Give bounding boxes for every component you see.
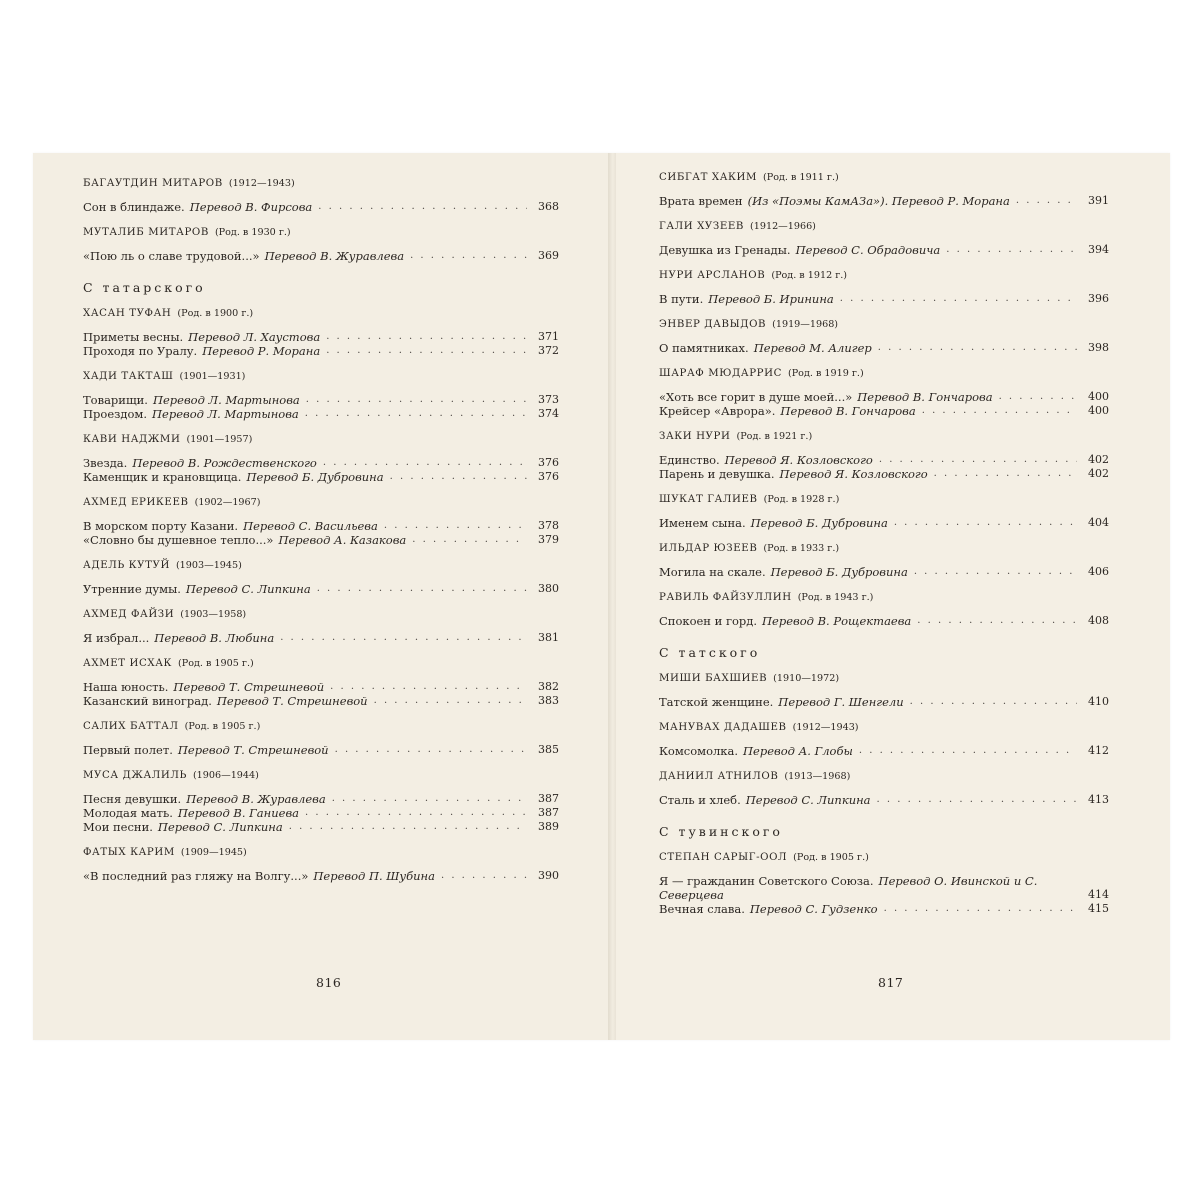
toc-entry [83,582,559,596]
author-name: ФАТЫХ КАРИМ [83,847,175,858]
author-heading [659,851,1109,865]
work-page-number: 406 [1088,565,1109,578]
author-name: МУСА ДЖАЛИЛЬ [83,770,187,781]
work-page-number: 402 [1088,467,1109,480]
section-heading: С татарского [83,280,206,295]
author-name: ШАРАФ МЮДАРРИС [659,368,782,379]
author-dates: (1912—1943) [228,178,295,189]
leader-dots [326,330,527,344]
leader-dots [441,869,527,883]
work-title: Сон в блиндаже. [83,200,185,214]
work-title: Единство. [659,453,720,467]
leader-dots [859,744,1077,758]
work-page-number: 394 [1088,243,1109,256]
author-heading [83,559,559,573]
author-name: ИЛЬДАР ЮЗЕЕВ [659,543,758,554]
work-title: Парень и девушка. [659,467,775,481]
author-heading [659,318,1109,332]
work-page-number: 368 [538,200,559,213]
work-title: Врата времен [659,194,743,208]
work-translator: Перевод В. Ганиева [177,806,299,820]
work-title: Крейсер «Аврора». [659,404,776,418]
work-title: Я избрал... [83,631,150,645]
work-title: Могила на скале. [659,565,766,579]
author-dates: (Род. в 1943 г.) [797,592,874,603]
work-title: «Словно бы душевное тепло...» [83,533,274,547]
work-page-number: 410 [1088,695,1109,708]
toc-entry [83,806,559,820]
leader-dots [306,393,527,407]
toc-entry [83,393,559,407]
toc-entry [83,407,559,421]
work-translator: Перевод Р. Морана [202,344,321,358]
work-page-number: 402 [1088,453,1109,466]
work-title: Проходя по Уралу. [83,344,198,358]
work-translator: Перевод В. Рождественского [132,456,317,470]
work-page-number: 376 [538,456,559,469]
author-heading [659,672,1109,686]
work-translator: Перевод Л. Хаустова [188,330,321,344]
author-dates: (1906—1944) [192,770,259,781]
work-title: Девушка из Гренады. [659,243,791,257]
work-page-number: 413 [1088,793,1109,806]
work-translator: Перевод Г. Шенгели [778,695,904,709]
work-title: Товарищи. [83,393,148,407]
work-translator: Перевод Б. Дубровина [750,516,888,530]
leader-dots [840,292,1077,306]
work-translator: Перевод С. Васильева [243,519,378,533]
leader-dots [999,390,1077,404]
toc-entry [659,390,1109,404]
toc-entry [659,243,1109,257]
work-title: «Хоть все горит в душе моей...» [659,390,853,404]
author-dates: (1912—1943) [792,722,859,733]
toc-entry [659,744,1109,758]
work-page-number: 380 [538,582,559,595]
leader-dots [305,407,527,421]
author-name: МУТАЛИБ МИТАРОВ [83,227,209,238]
work-page-number: 415 [1088,902,1109,915]
leader-dots [335,743,527,757]
author-name: МИШИ БАХШИЕВ [659,673,768,684]
work-page-number: 383 [538,694,559,707]
leader-dots [280,631,527,645]
work-title: Сталь и хлеб. [659,793,741,807]
work-title: Проездом. [83,407,147,421]
work-translator: Перевод А. Казакова [278,533,407,547]
leader-dots [332,792,527,806]
work-title: «В последний раз гляжу на Волгу...» [83,869,309,883]
toc-entry [83,344,559,358]
work-page-number: 378 [538,519,559,532]
work-title: Я — гражданин Советского Союза. [659,874,874,888]
toc-entry [83,533,559,547]
toc-entry [83,743,559,757]
toc-entry [83,631,559,645]
author-name: СИБГАТ ХАКИМ [659,172,758,183]
author-name: КАВИ НАДЖМИ [83,434,181,445]
toc-entry [659,695,1109,709]
leader-dots [412,533,527,547]
work-title: Приметы весны. [83,330,184,344]
toc-entry [659,453,1109,467]
work-page-number: 373 [538,393,559,406]
work-page-number: 387 [538,806,559,819]
work-page-number: 389 [538,820,559,833]
author-dates: (Род. в 1905 г.) [178,658,254,669]
toc-entry [83,456,559,470]
work-translator: Перевод М. Алигер [753,341,872,355]
author-heading [659,770,1109,784]
work-page-number: 385 [538,743,559,756]
work-page-number: 382 [538,680,559,693]
work-translator: Перевод Я. Козловского [779,467,928,481]
leader-dots [384,519,527,533]
author-name: ДАНИИЛ АТНИЛОВ [659,771,779,782]
work-translator: Перевод П. Шубина [313,869,435,883]
work-page-number: 400 [1088,390,1109,403]
author-name: САЛИХ БАТТАЛ [83,721,179,732]
toc-entry [659,565,1109,579]
work-page-number: 414 [1088,888,1109,901]
leader-dots [894,516,1077,530]
author-heading [83,496,559,510]
work-page-number: 369 [538,249,559,262]
work-translator: Перевод С. Липкина [185,582,311,596]
author-heading [659,542,1109,556]
toc-column-right [659,171,1109,916]
toc-entry [83,249,559,263]
leader-dots [946,243,1077,257]
author-dates: (1909—1945) [180,847,247,858]
work-page-number: 371 [538,330,559,343]
toc-entry [659,874,1109,902]
leader-dots [910,695,1077,709]
work-title: В морском порту Казани. [83,519,239,533]
work-page-number: 391 [1088,194,1109,207]
work-translator: Перевод А. Глобы [743,744,853,758]
work-title: Утренние думы. [83,582,181,596]
toc-entry [83,792,559,806]
work-translator: Перевод С. Обрадовича [795,243,941,257]
work-page-number: 396 [1088,292,1109,305]
book-spread [33,153,1170,1040]
author-heading [659,367,1109,381]
author-heading [83,846,559,860]
work-title: О памятниках. [659,341,749,355]
author-name: АДЕЛЬ КУТУЙ [83,560,170,571]
author-dates: (Род. в 1930 г.) [214,227,291,238]
author-name: ГАЛИ ХУЗЕЕВ [659,221,745,232]
author-heading [659,430,1109,444]
work-translator: Перевод В. Журавлева [264,249,405,263]
work-page-number: 412 [1088,744,1109,757]
toc-column-left [83,177,559,883]
author-dates: (1910—1972) [773,673,840,684]
work-translator: Перевод Б. Дубровина [770,565,908,579]
author-dates: (Род. в 1919 г.) [787,368,864,379]
work-page-number: 400 [1088,404,1109,417]
author-name: ШУКАТ ГАЛИЕВ [659,494,758,505]
section-heading: С татского [659,645,761,660]
author-dates: (Род. в 1900 г.) [177,308,254,319]
toc-entry [659,467,1109,481]
toc-entry [659,516,1109,530]
work-translator: Перевод В. Любина [154,631,275,645]
toc-entry [659,614,1109,628]
work-title: Комсомолка. [659,744,739,758]
work-page-number: 381 [538,631,559,644]
author-heading [659,269,1109,283]
leader-dots [934,467,1077,481]
work-translator: Перевод Л. Мартынова [152,393,300,407]
work-title: Именем сына. [659,516,746,530]
leader-dots [305,806,527,820]
author-name: ХАСАН ТУФАН [83,308,172,319]
author-heading [83,307,559,321]
toc-entry [659,292,1109,306]
work-translator: Перевод Т. Стрешневой [177,743,329,757]
work-translator: Перевод Т. Стрешневой [216,694,368,708]
author-heading [83,769,559,783]
leader-dots [390,470,527,484]
work-translator: Перевод Я. Козловского [724,453,873,467]
work-title: Спокоен и горд. [659,614,757,628]
work-translator: Перевод С. Гудзенко [749,902,878,916]
section-heading: С тувинского [659,824,783,839]
toc-entry [83,519,559,533]
author-dates: (1901—1931) [179,371,246,382]
work-page-number: 372 [538,344,559,357]
left-page [33,153,608,1040]
work-translator: Перевод Б. Иринина [708,292,834,306]
work-page-number: 379 [538,533,559,546]
book-gutter [608,153,616,1040]
work-title: Вечная слава. [659,902,745,916]
leader-dots [878,341,1077,355]
work-title: Каменщик и крановщица. [83,470,242,484]
toc-entry [659,793,1109,807]
work-page-number: 390 [538,869,559,882]
author-dates: (1903—1945) [175,560,242,571]
author-name: НУРИ АРСЛАНОВ [659,270,766,281]
toc-entry [659,341,1109,355]
leader-dots [1016,194,1077,208]
leader-dots [884,902,1077,916]
work-translator: Перевод О. Ивинской и С. Северцева [659,874,1038,902]
work-title: Первый полет. [83,743,173,757]
author-dates: (Род. в 1933 г.) [763,543,840,554]
leader-dots [318,200,527,214]
work-translator: Перевод Б. Дубровина [246,470,384,484]
toc-entry [659,404,1109,418]
author-heading [83,433,559,447]
author-heading [659,493,1109,507]
leader-dots [917,614,1077,628]
work-title: В пути. [659,292,704,306]
author-dates: (1913—1968) [784,771,851,782]
work-title: Татской женщине. [659,695,774,709]
author-heading [659,721,1109,735]
work-title: «Пою ль о славе трудовой...» [83,249,260,263]
work-title: Звезда. [83,456,128,470]
author-name: МАНУВАХ ДАДАШЕВ [659,722,787,733]
work-page-number: 404 [1088,516,1109,529]
toc-entry [659,902,1109,916]
work-page-number: 398 [1088,341,1109,354]
page-number-left: 816 [316,975,342,990]
leader-dots [326,344,527,358]
toc-entry [83,200,559,214]
leader-dots [374,694,527,708]
author-heading [659,591,1109,605]
author-heading [83,657,559,671]
author-heading [659,171,1109,185]
right-page [616,153,1170,1040]
author-heading [83,608,559,622]
leader-dots [317,582,527,596]
toc-entry [83,330,559,344]
leader-dots [914,565,1077,579]
author-dates: (1901—1957) [186,434,253,445]
toc-entry [83,820,559,834]
work-title: Молодая мать. [83,806,173,820]
work-translator: Перевод В. Гончарова [857,390,993,404]
author-name: СТЕПАН САРЫГ-ООЛ [659,852,788,863]
work-page-number: 387 [538,792,559,805]
work-translator: (Из «Поэмы КамАЗа»). Перевод Р. Морана [747,194,1010,208]
toc-entry [83,470,559,484]
author-name: АХМЕД ФАЙЗИ [83,609,175,620]
work-translator: Перевод В. Гончарова [780,404,916,418]
author-dates: (Род. в 1921 г.) [736,431,813,442]
work-title: Песня девушки. [83,792,182,806]
author-name: ХАДИ ТАКТАШ [83,371,174,382]
leader-dots [289,820,527,834]
leader-dots [922,404,1077,418]
toc-entry [83,680,559,694]
leader-dots [410,249,527,263]
author-name: РАВИЛЬ ФАЙЗУЛЛИН [659,592,792,603]
work-translator: Перевод С. Липкина [157,820,283,834]
leader-dots [330,680,527,694]
page-number-right: 817 [878,975,904,990]
author-heading [83,177,559,191]
work-page-number: 374 [538,407,559,420]
author-dates: (1912—1966) [750,221,816,232]
work-translator: Перевод Т. Стрешневой [173,680,325,694]
work-page-number: 408 [1088,614,1109,627]
author-dates: (Род. в 1905 г.) [184,721,261,732]
author-heading [659,220,1109,234]
toc-entry [83,869,559,883]
author-dates: (Род. в 1912 г.) [771,270,848,281]
leader-dots [879,453,1077,467]
work-translator: Перевод С. Липкина [745,793,871,807]
author-heading [83,370,559,384]
author-dates: (Род. в 1911 г.) [763,172,839,183]
work-title: Казанский виноград. [83,694,212,708]
toc-entry [83,694,559,708]
work-translator: Перевод Л. Мартынова [152,407,299,421]
author-dates: (1903—1958) [180,609,247,620]
work-title: Наша юность. [83,680,169,694]
author-name: ЭНВЕР ДАВЫДОВ [659,319,767,330]
work-translator: Перевод В. Фирсова [189,200,313,214]
work-translator: Перевод В. Рощектаева [762,614,912,628]
author-name: ЗАКИ НУРИ [659,431,731,442]
author-dates: (Род. в 1905 г.) [793,852,869,863]
leader-dots [877,793,1077,807]
author-name: АХМЕД ЕРИКЕЕВ [83,497,189,508]
author-heading [83,226,559,240]
leader-dots [323,456,527,470]
author-heading [83,720,559,734]
work-page-number: 376 [538,470,559,483]
author-dates: (Род. в 1928 г.) [763,494,840,505]
author-name: АХМЕТ ИСХАК [83,658,173,669]
author-dates: (1902—1967) [194,497,261,508]
author-name: БАГАУТДИН МИТАРОВ [83,178,223,189]
author-dates: (1919—1968) [772,319,839,330]
toc-entry [659,194,1109,208]
work-translator: Перевод В. Журавлева [186,792,326,806]
work-title: Мои песни. [83,820,153,834]
